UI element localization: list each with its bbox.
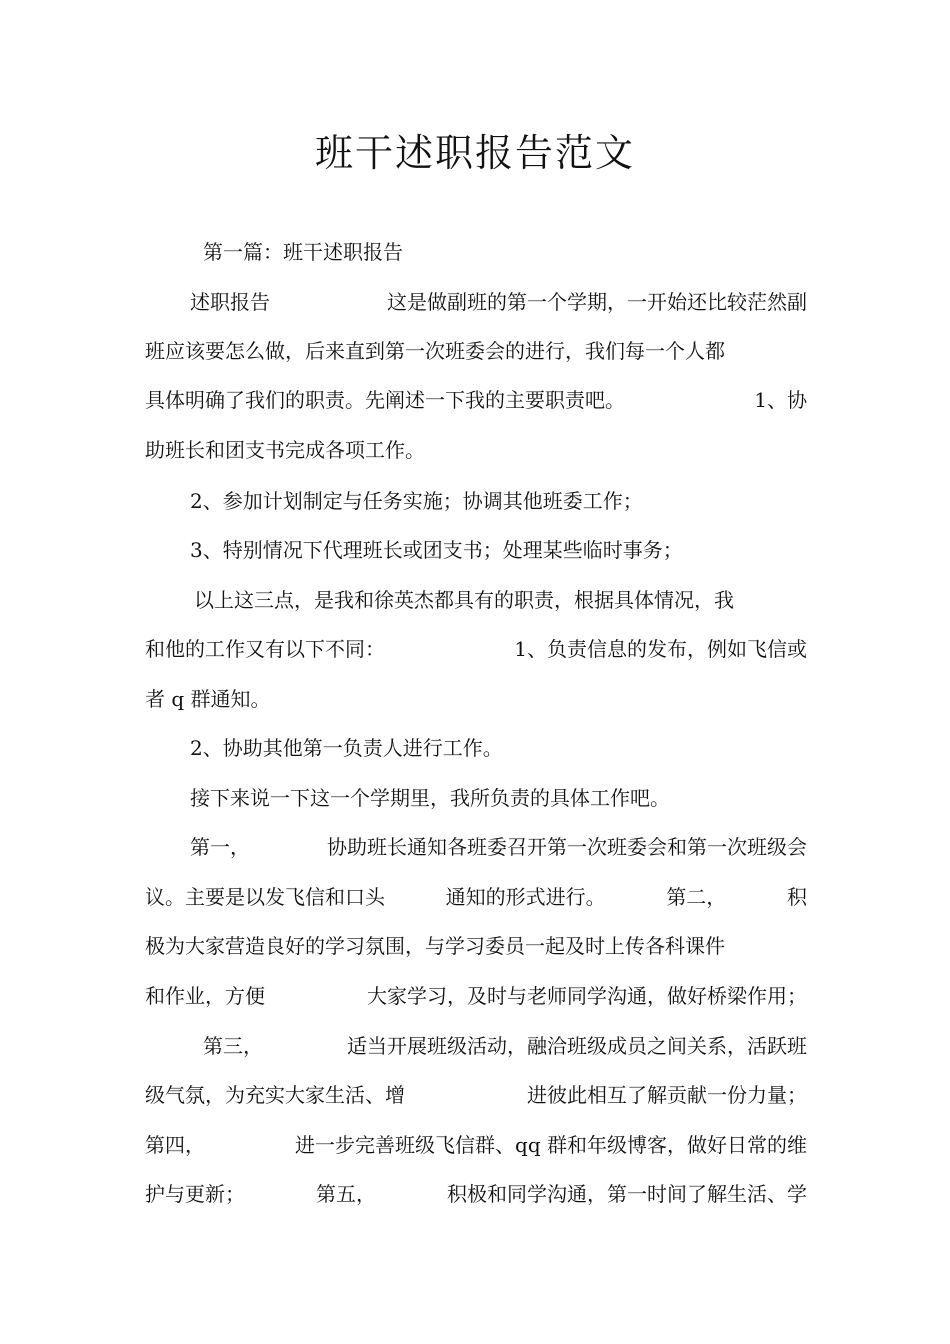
paragraph-line [190,533,750,567]
paragraph-line [145,880,807,914]
text-segment: 第三， [203,1034,263,1058]
paragraph-line [203,1029,807,1063]
text-segment: 2、协助其他第一负责人进行工作。 [190,736,503,760]
paragraph-line [190,484,710,518]
paragraph-line [194,583,807,617]
text-segment: 第五， [316,1182,376,1206]
text-segment: 大家学习，及时与老师同学沟通，做好桥梁作用； [367,984,807,1008]
text-segment: 第一篇：班干述职报告 [203,240,403,264]
paragraph-line [190,285,807,319]
paragraph-line [145,1078,807,1112]
text-segment: 和作业，方便 [145,984,265,1008]
text-segment: 适当开展班级活动，融洽班级成员之间关系，活跃班 [347,1034,807,1058]
paragraph-line [145,383,807,417]
text-segment: 具体明确了我们的职责。先阐述一下我的主要职责吧。 [145,388,625,412]
text-segment: 第一， [190,835,250,859]
text-segment: 第四， [145,1133,205,1157]
paragraph-line [190,830,807,864]
text-segment: 进一步完善班级飞信群、qq 群和年级博客，做好日常的维 [295,1133,807,1157]
text-segment: 积极和同学沟通，第一时间了解生活、学 [447,1182,807,1206]
text-segment: 这是做副班的第一个学期，一开始还比较茫然副 [387,290,807,314]
text-segment: 协助班长通知各班委召开第一次班委会和第一次班级会 [327,835,807,859]
text-segment: 第二， [666,885,727,909]
text-segment: 1、负责信息的发布，例如飞信或 [514,637,807,661]
text-segment: 护与更新； [145,1182,245,1206]
text-segment: 以上这三点，是我和徐英杰都具有的职责，根据具体情况，我 [194,588,734,612]
text-segment: 2、参加计划制定与任务实施；协调其他班委工作； [190,489,643,513]
text-segment: 进彼此相互了解贡献一份力量； [527,1083,807,1107]
text-segment: 积 [786,885,807,909]
text-segment: 1、协 [754,388,807,412]
paragraph-line [145,1128,807,1162]
text-segment: 助班长和团支书完成各项工作。 [145,438,425,462]
document-title: 班干述职报告范文 [314,131,635,175]
text-segment: 通知的形式进行。 [445,885,606,909]
paragraph-line [145,1177,807,1211]
paragraph-line [145,929,807,963]
text-segment: 极为大家营造良好的学习氛围，与学习委员一起及时上传各科课件 [145,934,725,958]
paragraph-line [145,433,475,467]
text-segment: 接下来说一下这一个学期里，我所负责的具体工作吧。 [190,786,670,810]
paragraph-line [203,235,463,269]
text-segment: 者 q 群通知。 [145,687,271,711]
paragraph-line [190,731,550,765]
paragraph-line [145,334,807,368]
paragraph-line [145,682,305,716]
paragraph-line [145,632,807,666]
text-segment: 述职报告 [190,290,270,314]
paragraph-line [190,781,730,815]
text-segment: 3、特别情况下代理班长或团支书；处理某些临时事务； [190,538,683,562]
text-segment: 班应该要怎么做，后来直到第一次班委会的进行，我们每一个人都 [145,339,725,363]
text-segment: 级气氛，为充实大家生活、增 [145,1083,405,1107]
text-segment: 议。主要是以发飞信和口头 [145,885,385,909]
paragraph-line [145,979,807,1013]
text-segment: 和他的工作又有以下不同： [145,637,385,661]
